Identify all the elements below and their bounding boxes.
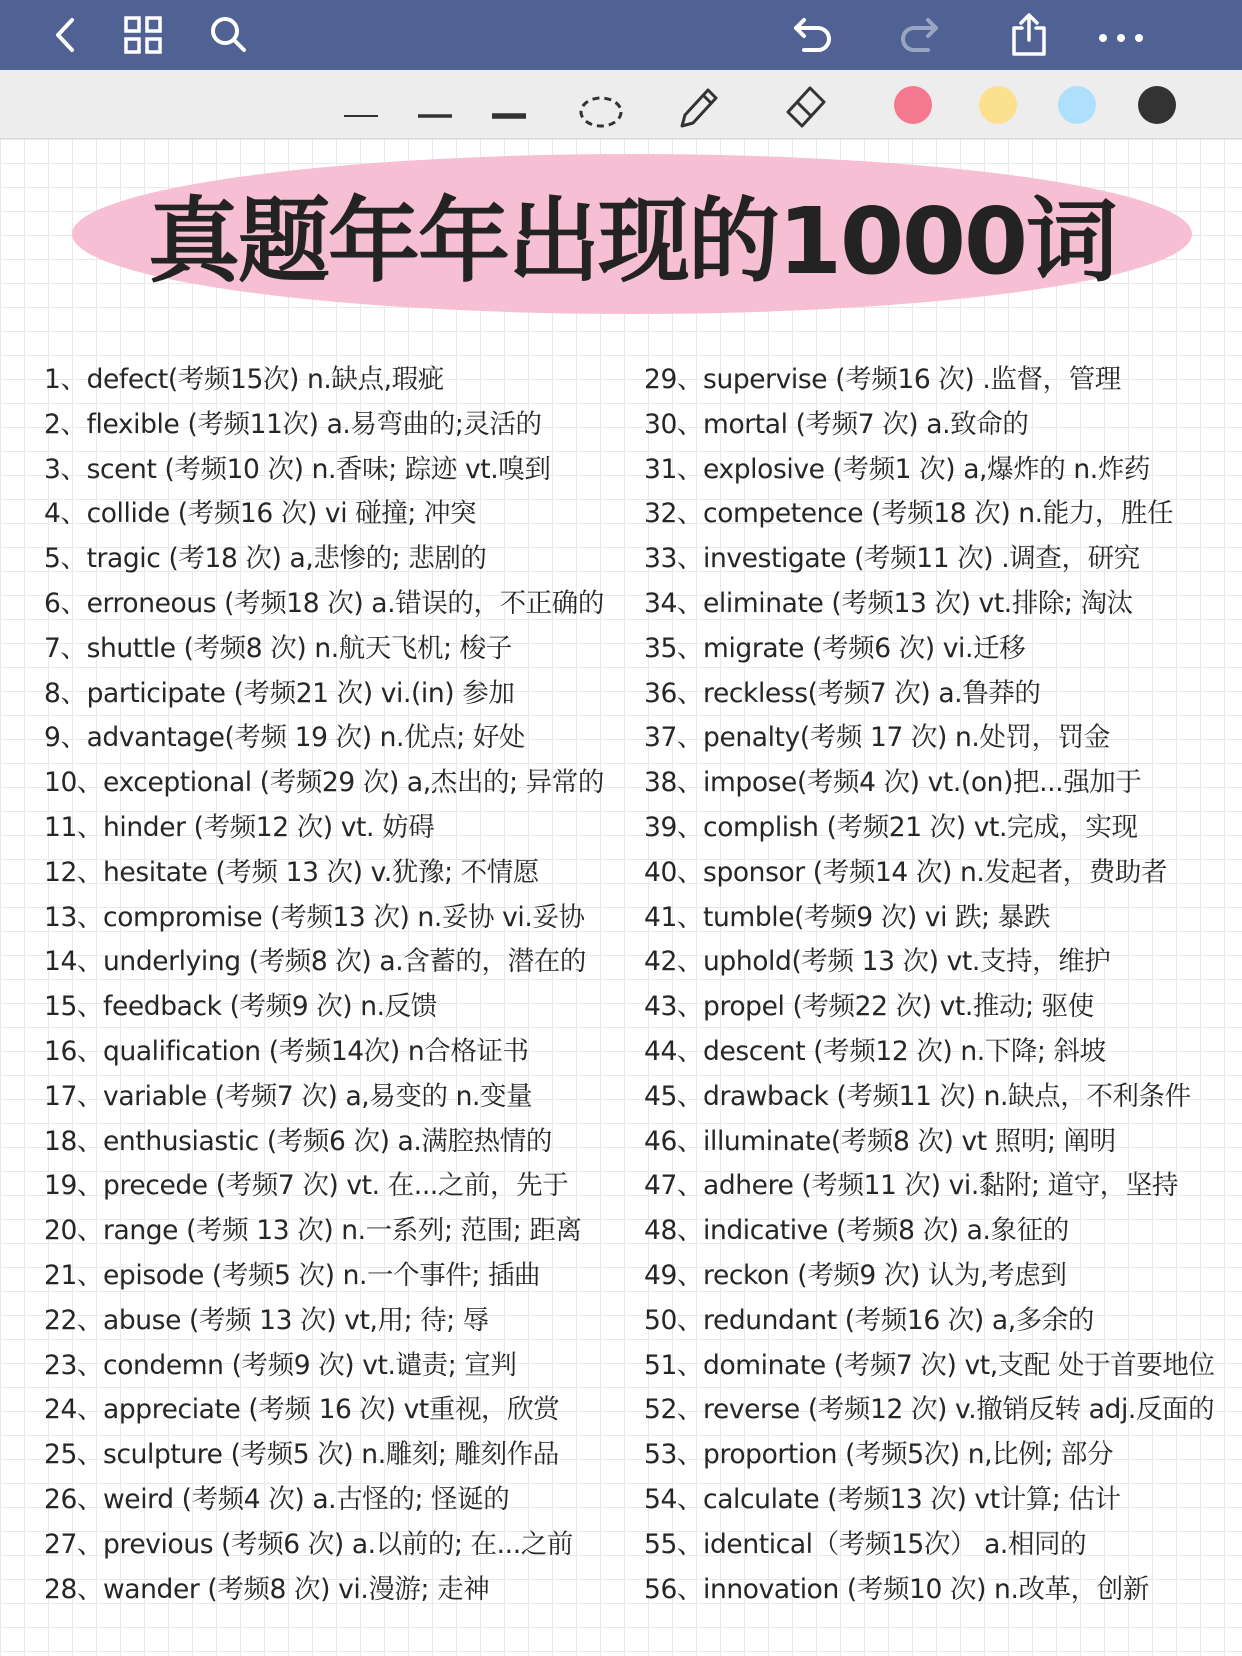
word-number: 24、: [44, 1394, 104, 1426]
word-number: 55、: [644, 1528, 704, 1560]
word-list-item: [644, 1164, 1240, 1209]
thin-line-icon[interactable]: [336, 80, 386, 130]
word-list-item: [644, 1209, 1240, 1254]
word-entry-text: explosive (考频1 次) a,爆炸的 n.炸药: [703, 453, 1151, 485]
word-list-item: [644, 896, 1240, 941]
pencil-icon[interactable]: [672, 80, 722, 130]
word-list-item: [44, 1344, 634, 1389]
word-list-item: [644, 627, 1240, 672]
word-number: 50、: [644, 1304, 704, 1336]
word-entry-text: range (考频 13 次) n.一系列; 范围; 距离: [103, 1215, 582, 1247]
word-number: 36、: [644, 677, 704, 709]
word-entry-text: underlying (考频8 次) a.含蓄的，潜在的: [103, 946, 586, 978]
word-list-item: [44, 537, 634, 582]
word-entry-text: uphold(考频 13 次) vt.支持，维护: [703, 946, 1111, 978]
word-number: 25、: [44, 1439, 104, 1471]
word-entry-text: feedback (考频9 次) n.反馈: [103, 991, 437, 1023]
blue-color-swatch[interactable]: [1058, 86, 1096, 124]
word-list-item: [44, 761, 634, 806]
thick-line-icon[interactable]: [484, 80, 534, 130]
word-number: 8、: [44, 677, 87, 709]
word-list-item: [44, 985, 634, 1030]
word-list-item: [44, 1568, 634, 1613]
word-number: 51、: [644, 1349, 704, 1381]
word-number: 3、: [44, 453, 87, 485]
word-entry-text: collide (考频16 次) vi 碰撞; 冲突: [86, 498, 477, 530]
word-number: 37、: [644, 722, 704, 754]
word-list-item: [644, 716, 1240, 761]
word-entry-text: tumble(考频9 次) vi 跌; 暴跌: [703, 901, 1050, 933]
word-list-item: [44, 672, 634, 717]
word-entry-text: condemn (考频9 次) vt.谴责; 宣判: [103, 1349, 517, 1381]
word-number: 46、: [644, 1125, 704, 1157]
word-list-item: [644, 1299, 1240, 1344]
word-number: 17、: [44, 1080, 104, 1112]
word-list-item: [44, 1254, 634, 1299]
word-list-item: [44, 806, 634, 851]
word-list-item: [44, 448, 634, 493]
word-list-item: [44, 896, 634, 941]
word-entry-text: descent (考频12 次) n.下降; 斜坡: [703, 1035, 1106, 1067]
word-list-item: [44, 403, 634, 448]
word-list-item: [644, 582, 1240, 627]
word-entry-text: tragic (考18 次) a,悲惨的; 悲剧的: [86, 543, 487, 575]
word-list-item: [644, 1478, 1240, 1523]
word-entry-text: dominate (考频7 次) vt,支配 处于首要地位: [703, 1349, 1215, 1381]
redo-icon[interactable]: [892, 8, 946, 62]
word-list-item: [44, 1433, 634, 1478]
word-list-item: [644, 1344, 1240, 1389]
black-color-swatch[interactable]: [1138, 86, 1176, 124]
word-list-item: [644, 537, 1240, 582]
word-entry-text: variable (考频7 次) a,易变的 n.变量: [103, 1080, 533, 1112]
word-list-item: [44, 1075, 634, 1120]
word-entry-text: enthusiastic (考频6 次) a.满腔热情的: [103, 1125, 552, 1157]
search-icon[interactable]: [202, 8, 256, 62]
word-list-item: [644, 851, 1240, 896]
word-entry-text: eliminate (考频13 次) vt.排除; 淘汰: [703, 587, 1133, 619]
word-number: 42、: [644, 946, 704, 978]
note-page: [0, 139, 1242, 1656]
word-entry-text: illuminate(考频8 次) vt 照明; 阐明: [703, 1125, 1116, 1157]
medium-line-icon[interactable]: [410, 80, 460, 130]
word-entry-text: calculate (考频13 次) vt计算; 估计: [703, 1483, 1121, 1515]
word-number: 12、: [44, 856, 104, 888]
word-number: 38、: [644, 767, 704, 799]
word-list-item: [644, 1523, 1240, 1568]
word-list-item: [644, 806, 1240, 851]
word-number: 14、: [44, 946, 104, 978]
word-list-item: [44, 582, 634, 627]
word-entry-text: reckon (考频9 次) 认为,考虑到: [703, 1259, 1067, 1291]
word-number: 54、: [644, 1483, 704, 1515]
word-number: 22、: [44, 1304, 104, 1336]
word-entry-text: precede (考频7 次) vt. 在...之前，先于: [103, 1170, 569, 1202]
word-entry-text: mortal (考频7 次) a.致命的: [703, 408, 1029, 440]
word-number: 33、: [644, 543, 704, 575]
word-number: 47、: [644, 1170, 704, 1202]
word-list-item: [44, 1299, 634, 1344]
word-number: 32、: [644, 498, 704, 530]
word-entry-text: scent (考频10 次) n.香味; 踪迹 vt.嗅到: [86, 453, 551, 485]
word-number: 23、: [44, 1349, 104, 1381]
word-number: 41、: [644, 901, 704, 933]
undo-icon[interactable]: [786, 8, 840, 62]
word-list-item: [44, 940, 634, 985]
lasso-icon[interactable]: [576, 80, 626, 130]
word-entry-text: defect(考频15次) n.缺点,瑕疵: [86, 364, 444, 395]
word-entry-text: penalty(考频 17 次) n.处罚，罚金: [703, 722, 1110, 754]
word-list-item: [644, 1568, 1240, 1613]
word-number: 56、: [644, 1573, 704, 1605]
word-entry-text: migrate (考频6 次) vi.迁移: [703, 632, 1026, 664]
word-number: 31、: [644, 453, 704, 485]
word-entry-text: compromise (考频13 次) n.妥协 vi.妥协: [103, 901, 585, 933]
word-number: 35、: [644, 632, 704, 664]
word-list-item: [44, 1523, 634, 1568]
word-number: 34、: [644, 587, 704, 619]
word-number: 28、: [44, 1573, 104, 1605]
word-entry-text: abuse (考频 13 次) vt,用; 待; 辱: [103, 1304, 489, 1336]
word-entry-text: exceptional (考频29 次) a,杰出的; 异常的: [103, 767, 604, 799]
word-entry-text: competence (考频18 次) n.能力，胜任: [703, 498, 1174, 530]
word-number: 16、: [44, 1035, 104, 1067]
word-list-item: [644, 761, 1240, 806]
word-entry-text: flexible (考频11次) a.易弯曲的;灵活的: [86, 408, 542, 440]
word-list-item: [44, 627, 634, 672]
word-entry-text: indicative (考频8 次) a.象征的: [703, 1215, 1069, 1247]
word-number: 21、: [44, 1259, 104, 1291]
word-number: 53、: [644, 1439, 704, 1471]
word-number: 40、: [644, 856, 704, 888]
word-list-item: [44, 1120, 634, 1165]
word-list-item: [44, 1209, 634, 1254]
word-entry-text: erroneous (考频18 次) a.错误的，不正确的: [86, 587, 604, 619]
word-entry-text: previous (考频6 次) a.以前的; 在...之前: [103, 1528, 573, 1560]
left-word-list: [44, 358, 634, 1612]
word-list-item: [644, 1030, 1240, 1075]
word-number: 4、: [44, 498, 87, 530]
word-list-item: [644, 1388, 1240, 1433]
word-entry-text: sponsor (考频14 次) n.发起者，费助者: [703, 856, 1168, 888]
word-number: 29、: [644, 364, 704, 395]
word-number: 10、: [44, 767, 104, 799]
pink-color-swatch[interactable]: [894, 86, 932, 124]
word-list-item: [44, 1478, 634, 1523]
word-list-item: [44, 1388, 634, 1433]
word-list-item: [44, 492, 634, 537]
word-list-item: [644, 492, 1240, 537]
word-entry-text: adhere (考频11 次) vi.黏附; 道守，坚持: [703, 1170, 1179, 1202]
word-number: 48、: [644, 1215, 704, 1247]
word-list-item: [644, 985, 1240, 1030]
word-number: 18、: [44, 1125, 104, 1157]
word-list-item: [644, 1254, 1240, 1299]
word-number: 7、: [44, 632, 87, 664]
word-number: 5、: [44, 543, 87, 575]
word-entry-text: qualification (考频14次) n合格证书: [103, 1035, 529, 1067]
word-number: 26、: [44, 1483, 104, 1515]
word-number: 11、: [44, 811, 104, 843]
word-number: 49、: [644, 1259, 704, 1291]
word-entry-text: episode (考频5 次) n.一个事件; 插曲: [103, 1259, 541, 1291]
word-entry-text: wander (考频8 次) vi.漫游; 走神: [103, 1573, 490, 1605]
word-list-item: [44, 851, 634, 896]
word-entry-text: weird (考频4 次) a.古怪的; 怪诞的: [103, 1483, 510, 1515]
word-entry-text: hinder (考频12 次) vt. 妨碍: [103, 811, 435, 843]
word-number: 2、: [44, 408, 87, 440]
eraser-icon[interactable]: [780, 80, 830, 130]
word-list-item: [644, 1120, 1240, 1165]
right-word-list: [644, 358, 1240, 1612]
word-list-item: [644, 672, 1240, 717]
top-nav-bar: [0, 0, 1242, 70]
word-entry-text: complish (考频21 次) vt.完成，实现: [703, 811, 1138, 843]
word-list-item: [644, 358, 1240, 403]
word-entry-text: shuttle (考频8 次) n.航天飞机; 梭子: [86, 632, 512, 664]
word-number: 27、: [44, 1528, 104, 1560]
page-title: 真题年年出现的1000词: [147, 188, 1117, 295]
word-list-item: [644, 940, 1240, 985]
word-entry-text: impose(考频4 次) vt.(on)把...强加于: [703, 767, 1142, 799]
word-entry-text: supervise (考频16 次) .监督，管理: [703, 364, 1121, 395]
word-number: 19、: [44, 1170, 104, 1202]
word-entry-text: sculpture (考频5 次) n.雕刻; 雕刻作品: [103, 1439, 559, 1471]
word-entry-text: investigate (考频11 次) .调查，研究: [703, 543, 1140, 575]
word-list-item: [644, 1433, 1240, 1478]
word-number: 15、: [44, 991, 104, 1023]
word-number: 30、: [644, 408, 704, 440]
word-entry-text: redundant (考频16 次) a,多余的: [703, 1304, 1095, 1336]
word-entry-text: participate (考频21 次) vi.(in) 参加: [86, 677, 515, 709]
word-list-item: [644, 1075, 1240, 1120]
word-number: 13、: [44, 901, 104, 933]
word-entry-text: reckless(考频7 次) a.鲁莽的: [703, 677, 1041, 709]
word-entry-text: advantage(考频 19 次) n.优点; 好处: [86, 722, 526, 754]
word-entry-text: identical（考频15次） a.相同的: [703, 1528, 1087, 1560]
word-entry-text: proportion (考频5次) n,比例; 部分: [703, 1439, 1114, 1471]
word-entry-text: propel (考频22 次) vt.推动; 驱使: [703, 991, 1094, 1023]
word-list-item: [644, 448, 1240, 493]
grid-icon[interactable]: [116, 8, 170, 62]
word-number: 45、: [644, 1080, 704, 1112]
word-number: 44、: [644, 1035, 704, 1067]
word-number: 6、: [44, 587, 87, 619]
word-entry-text: drawback (考频11 次) n.缺点，不利条件: [703, 1080, 1191, 1112]
word-number: 20、: [44, 1215, 104, 1247]
more-icon[interactable]: [1094, 8, 1148, 62]
share-icon[interactable]: [1002, 8, 1056, 62]
word-number: 1、: [44, 364, 87, 395]
word-list-item: [44, 1164, 634, 1209]
word-entry-text: innovation (考频10 次) n.改革，创新: [703, 1573, 1149, 1605]
word-number: 39、: [644, 811, 704, 843]
back-icon[interactable]: [38, 8, 92, 62]
word-number: 43、: [644, 991, 704, 1023]
word-list-item: [44, 1030, 634, 1075]
title-highlight: [72, 154, 1192, 314]
word-list-item: [44, 358, 634, 403]
word-entry-text: appreciate (考频 16 次) vt重视，欣赏: [103, 1394, 560, 1426]
word-entry-text: hesitate (考频 13 次) v.犹豫; 不情愿: [103, 856, 539, 888]
word-number: 9、: [44, 722, 87, 754]
word-list-item: [44, 716, 634, 761]
yellow-color-swatch[interactable]: [979, 86, 1017, 124]
drawing-toolbar: [0, 70, 1242, 139]
word-list-item: [644, 403, 1240, 448]
word-entry-text: reverse (考频12 次) v.撤销反转 adj.反面的: [703, 1394, 1215, 1426]
word-number: 52、: [644, 1394, 704, 1426]
